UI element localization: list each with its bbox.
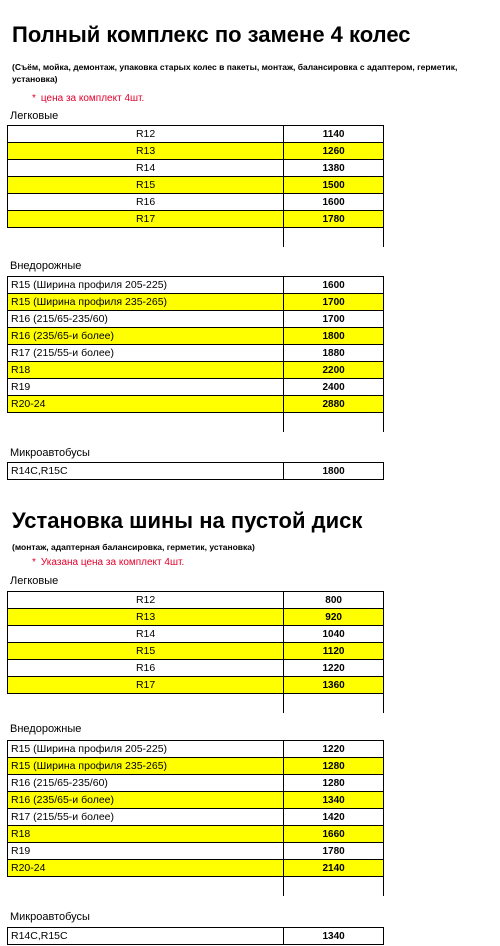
size-cell: R13 <box>8 609 284 626</box>
size-cell: R19 <box>8 379 284 396</box>
price-cell: 1280 <box>284 775 384 792</box>
price-cell: 800 <box>284 592 384 609</box>
size-cell: R18 <box>8 826 284 843</box>
price-cell: 1340 <box>284 792 384 809</box>
table-row <box>8 294 384 311</box>
empty-cell <box>284 877 384 896</box>
price-cell: 1360 <box>284 677 384 694</box>
price-cell: 1880 <box>284 345 384 362</box>
section2-subtitle: (монтаж, адаптерная балансировка, герметик, установка) <box>12 542 255 552</box>
size-cell: R17 (215/55-и более) <box>8 809 284 826</box>
size-cell: R16 (235/65-и более) <box>8 792 284 809</box>
size-cell: R17 <box>8 211 284 228</box>
section1-passenger-label: Легковые <box>10 110 59 122</box>
table-row <box>8 277 384 294</box>
section1-minibus-label: Микроавтобусы <box>10 447 90 459</box>
price-cell: 2880 <box>284 396 384 413</box>
size-cell: R13 <box>8 143 284 160</box>
size-cell: R16 (215/65-235/60) <box>8 311 284 328</box>
spacer-row <box>8 413 384 432</box>
section2-suv-table <box>7 740 384 896</box>
size-cell: R20-24 <box>8 396 284 413</box>
table-row <box>8 126 384 143</box>
size-cell: R15 (Ширина профиля 235-265) <box>8 758 284 775</box>
size-cell: R15 <box>8 643 284 660</box>
empty-cell <box>284 228 384 247</box>
section1-note-text: цена за комплект 4шт. <box>40 93 145 104</box>
note-marker: * <box>32 93 36 104</box>
table-row <box>8 741 384 758</box>
section1-suv-label: Внедорожные <box>10 260 82 272</box>
table-row <box>8 758 384 775</box>
table-row <box>8 609 384 626</box>
empty-cell <box>8 694 284 713</box>
section1-title: Полный комплекс по замене 4 колес <box>12 22 411 47</box>
size-cell: R16 (215/65-235/60) <box>8 775 284 792</box>
size-cell: R19 <box>8 843 284 860</box>
price-cell: 1220 <box>284 741 384 758</box>
size-cell: R16 <box>8 194 284 211</box>
price-cell: 1120 <box>284 643 384 660</box>
table-row <box>8 328 384 345</box>
table-row <box>8 775 384 792</box>
size-cell: R17 <box>8 677 284 694</box>
price-cell: 920 <box>284 609 384 626</box>
section1-note <box>32 93 144 104</box>
price-cell: 1040 <box>284 626 384 643</box>
size-cell: R17 (215/55-и более) <box>8 345 284 362</box>
size-cell: R15 <box>8 177 284 194</box>
table-row <box>8 379 384 396</box>
size-cell: R16 <box>8 660 284 677</box>
spacer-row <box>8 877 384 896</box>
price-cell: 1380 <box>284 160 384 177</box>
table-row <box>8 345 384 362</box>
price-cell: 1700 <box>284 311 384 328</box>
section1-subtitle: (Съём, мойка, демонтаж, упаковка старых колес в пакеты, монтаж, балансировка с адаптером, герметик, установка) <box>12 62 458 84</box>
section1-passenger-table <box>7 125 384 247</box>
empty-cell <box>284 694 384 713</box>
section2-minibus-table <box>7 927 384 945</box>
size-cell: R15 (Ширина профиля 205-225) <box>8 741 284 758</box>
table-row <box>8 792 384 809</box>
size-cell: R15 (Ширина профиля 235-265) <box>8 294 284 311</box>
price-cell: 1500 <box>284 177 384 194</box>
table-row <box>8 211 384 228</box>
size-cell: R18 <box>8 362 284 379</box>
table-row <box>8 592 384 609</box>
size-cell: R20-24 <box>8 860 284 877</box>
price-cell: 1780 <box>284 843 384 860</box>
section2-suv-label: Внедорожные <box>10 723 82 735</box>
price-cell: 1700 <box>284 294 384 311</box>
price-cell: 1260 <box>284 143 384 160</box>
price-cell: 2400 <box>284 379 384 396</box>
empty-cell <box>284 413 384 432</box>
section2-passenger-table <box>7 591 384 713</box>
empty-cell <box>8 413 284 432</box>
size-cell: R14C,R15C <box>8 928 284 945</box>
price-cell: 1280 <box>284 758 384 775</box>
table-row <box>8 843 384 860</box>
price-cell: 2200 <box>284 362 384 379</box>
size-cell: R12 <box>8 592 284 609</box>
size-cell: R16 (235/65-и более) <box>8 328 284 345</box>
table-row <box>8 177 384 194</box>
table-row <box>8 626 384 643</box>
table-row <box>8 643 384 660</box>
section1-minibus-table <box>7 462 384 480</box>
table-row <box>8 396 384 413</box>
price-cell: 1780 <box>284 211 384 228</box>
table-row <box>8 826 384 843</box>
table-row <box>8 860 384 877</box>
section2-note-text: Указана цена за комплект 4шт. <box>40 557 185 568</box>
table-row <box>8 143 384 160</box>
price-cell: 1800 <box>284 328 384 345</box>
price-cell: 1220 <box>284 660 384 677</box>
note-marker: * <box>32 557 36 568</box>
size-cell: R14 <box>8 160 284 177</box>
section1-suv-table <box>7 276 384 432</box>
table-row <box>8 362 384 379</box>
section2-minibus-label: Микроавтобусы <box>10 911 90 923</box>
empty-cell <box>8 877 284 896</box>
section2-title: Установка шины на пустой диск <box>12 508 363 533</box>
table-row <box>8 809 384 826</box>
table-row <box>8 194 384 211</box>
table-row <box>8 463 384 480</box>
price-cell: 2140 <box>284 860 384 877</box>
price-cell: 1600 <box>284 277 384 294</box>
table-row <box>8 928 384 945</box>
section2-note <box>32 557 184 568</box>
size-cell: R15 (Ширина профиля 205-225) <box>8 277 284 294</box>
empty-cell <box>8 228 284 247</box>
price-cell: 1660 <box>284 826 384 843</box>
price-cell: 1420 <box>284 809 384 826</box>
price-cell: 1800 <box>284 463 384 480</box>
spacer-row <box>8 228 384 247</box>
table-row <box>8 660 384 677</box>
table-row <box>8 677 384 694</box>
table-row <box>8 311 384 328</box>
price-cell: 1340 <box>284 928 384 945</box>
size-cell: R14 <box>8 626 284 643</box>
price-cell: 1140 <box>284 126 384 143</box>
spacer-row <box>8 694 384 713</box>
size-cell: R14C,R15C <box>8 463 284 480</box>
table-row <box>8 160 384 177</box>
section2-passenger-label: Легковые <box>10 575 59 587</box>
size-cell: R12 <box>8 126 284 143</box>
price-cell: 1600 <box>284 194 384 211</box>
